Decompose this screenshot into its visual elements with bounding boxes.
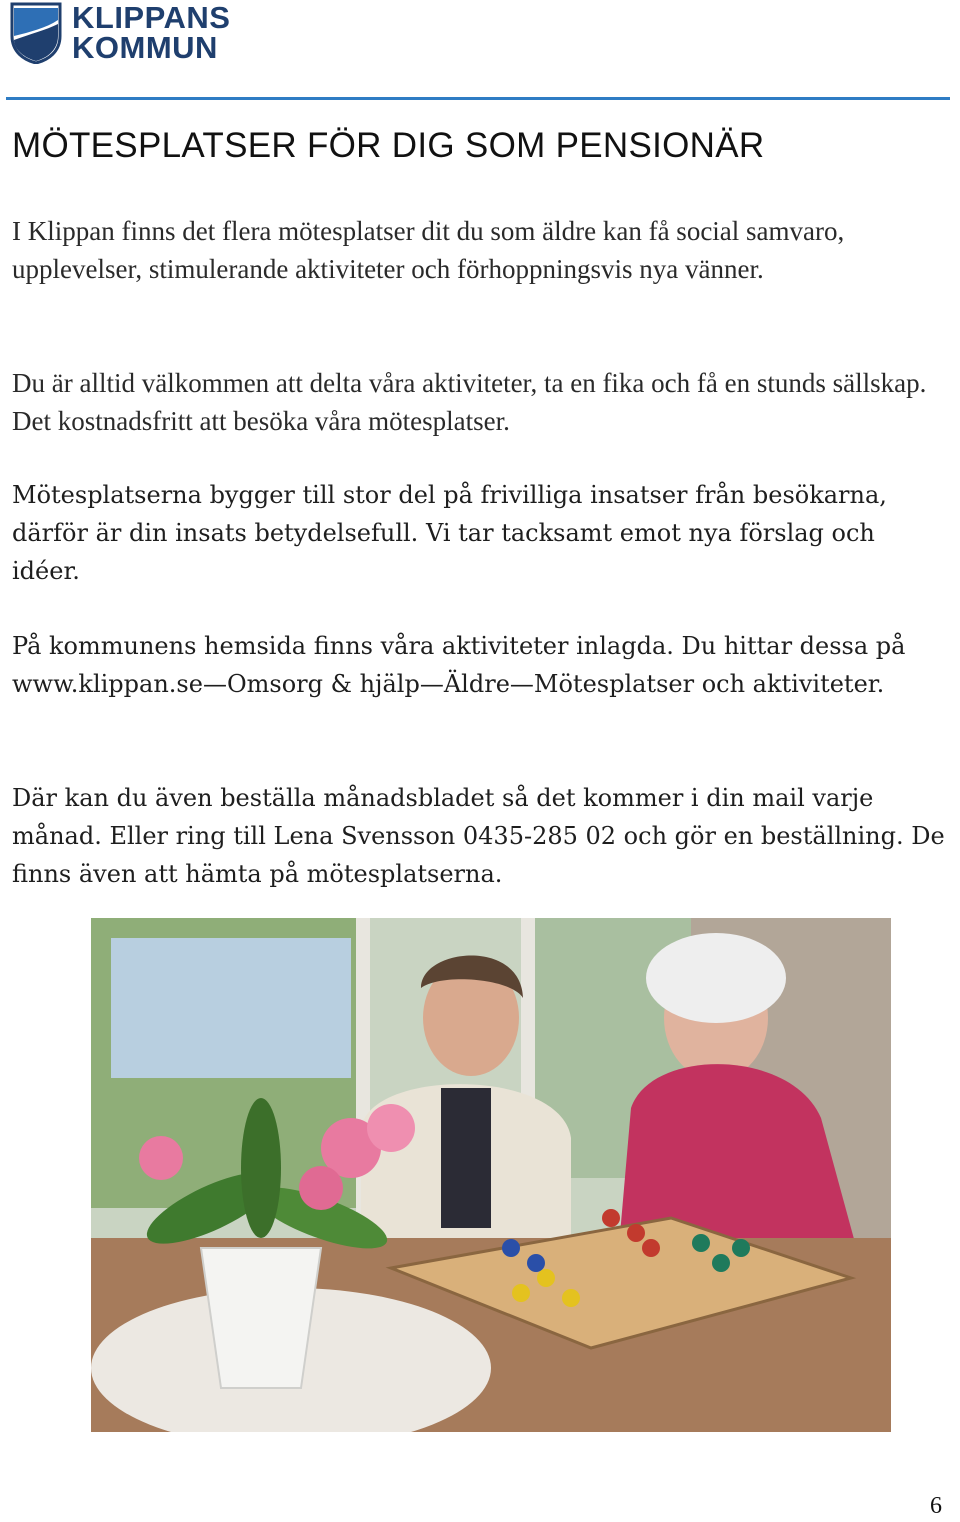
header-divider: [6, 97, 950, 100]
paragraph-welcome: Du är alltid välkommen att delta våra aktiviteter, ta en fika och få en stunds sällskap. Det kostnadsfritt att besöka våra mötesplatser.: [12, 368, 927, 436]
logo-line-1: KLIPPANS: [72, 0, 231, 35]
coat-of-arms-icon: [10, 2, 62, 64]
photo-seniors-board-game-icon: [91, 918, 891, 1432]
logo-line-2: KOMMUN: [72, 30, 218, 65]
page-number: 6: [930, 1493, 942, 1519]
page-header: [0, 0, 960, 104]
activity-photo: [91, 918, 891, 1432]
klippan-logo: [10, 2, 230, 64]
page-title: MÖTESPLATSER FÖR DIG SOM PENSIONÄR: [12, 126, 765, 165]
paragraph-volunteers: Mötesplatserna bygger till stor del på frivilliga insatser från besökarna, därför är din insats betydelsefull. Vi tar tacksamt emot nya förslag och idéer.: [12, 481, 887, 585]
paragraph-newsletter: Där kan du även beställa månadsbladet så det kommer i din mail varje månad. Eller ring till Lena Svensson 0435-285 02 och gör en beställning. De finns även att hämta på mötesplatserna.: [12, 784, 945, 888]
paragraph-intro: I Klippan finns det flera mötesplatser dit du som äldre kan få social samvaro, upplevelser, stimulerande aktiviteter och förhoppningsvis nya vänner.: [12, 216, 845, 284]
paragraph-website: På kommunens hemsida finns våra aktiviteter inlagda. Du hittar dessa på www.klippan.se—Omsorg & hjälp—Äldre—Mötesplatser och aktiviteter.: [12, 632, 906, 698]
